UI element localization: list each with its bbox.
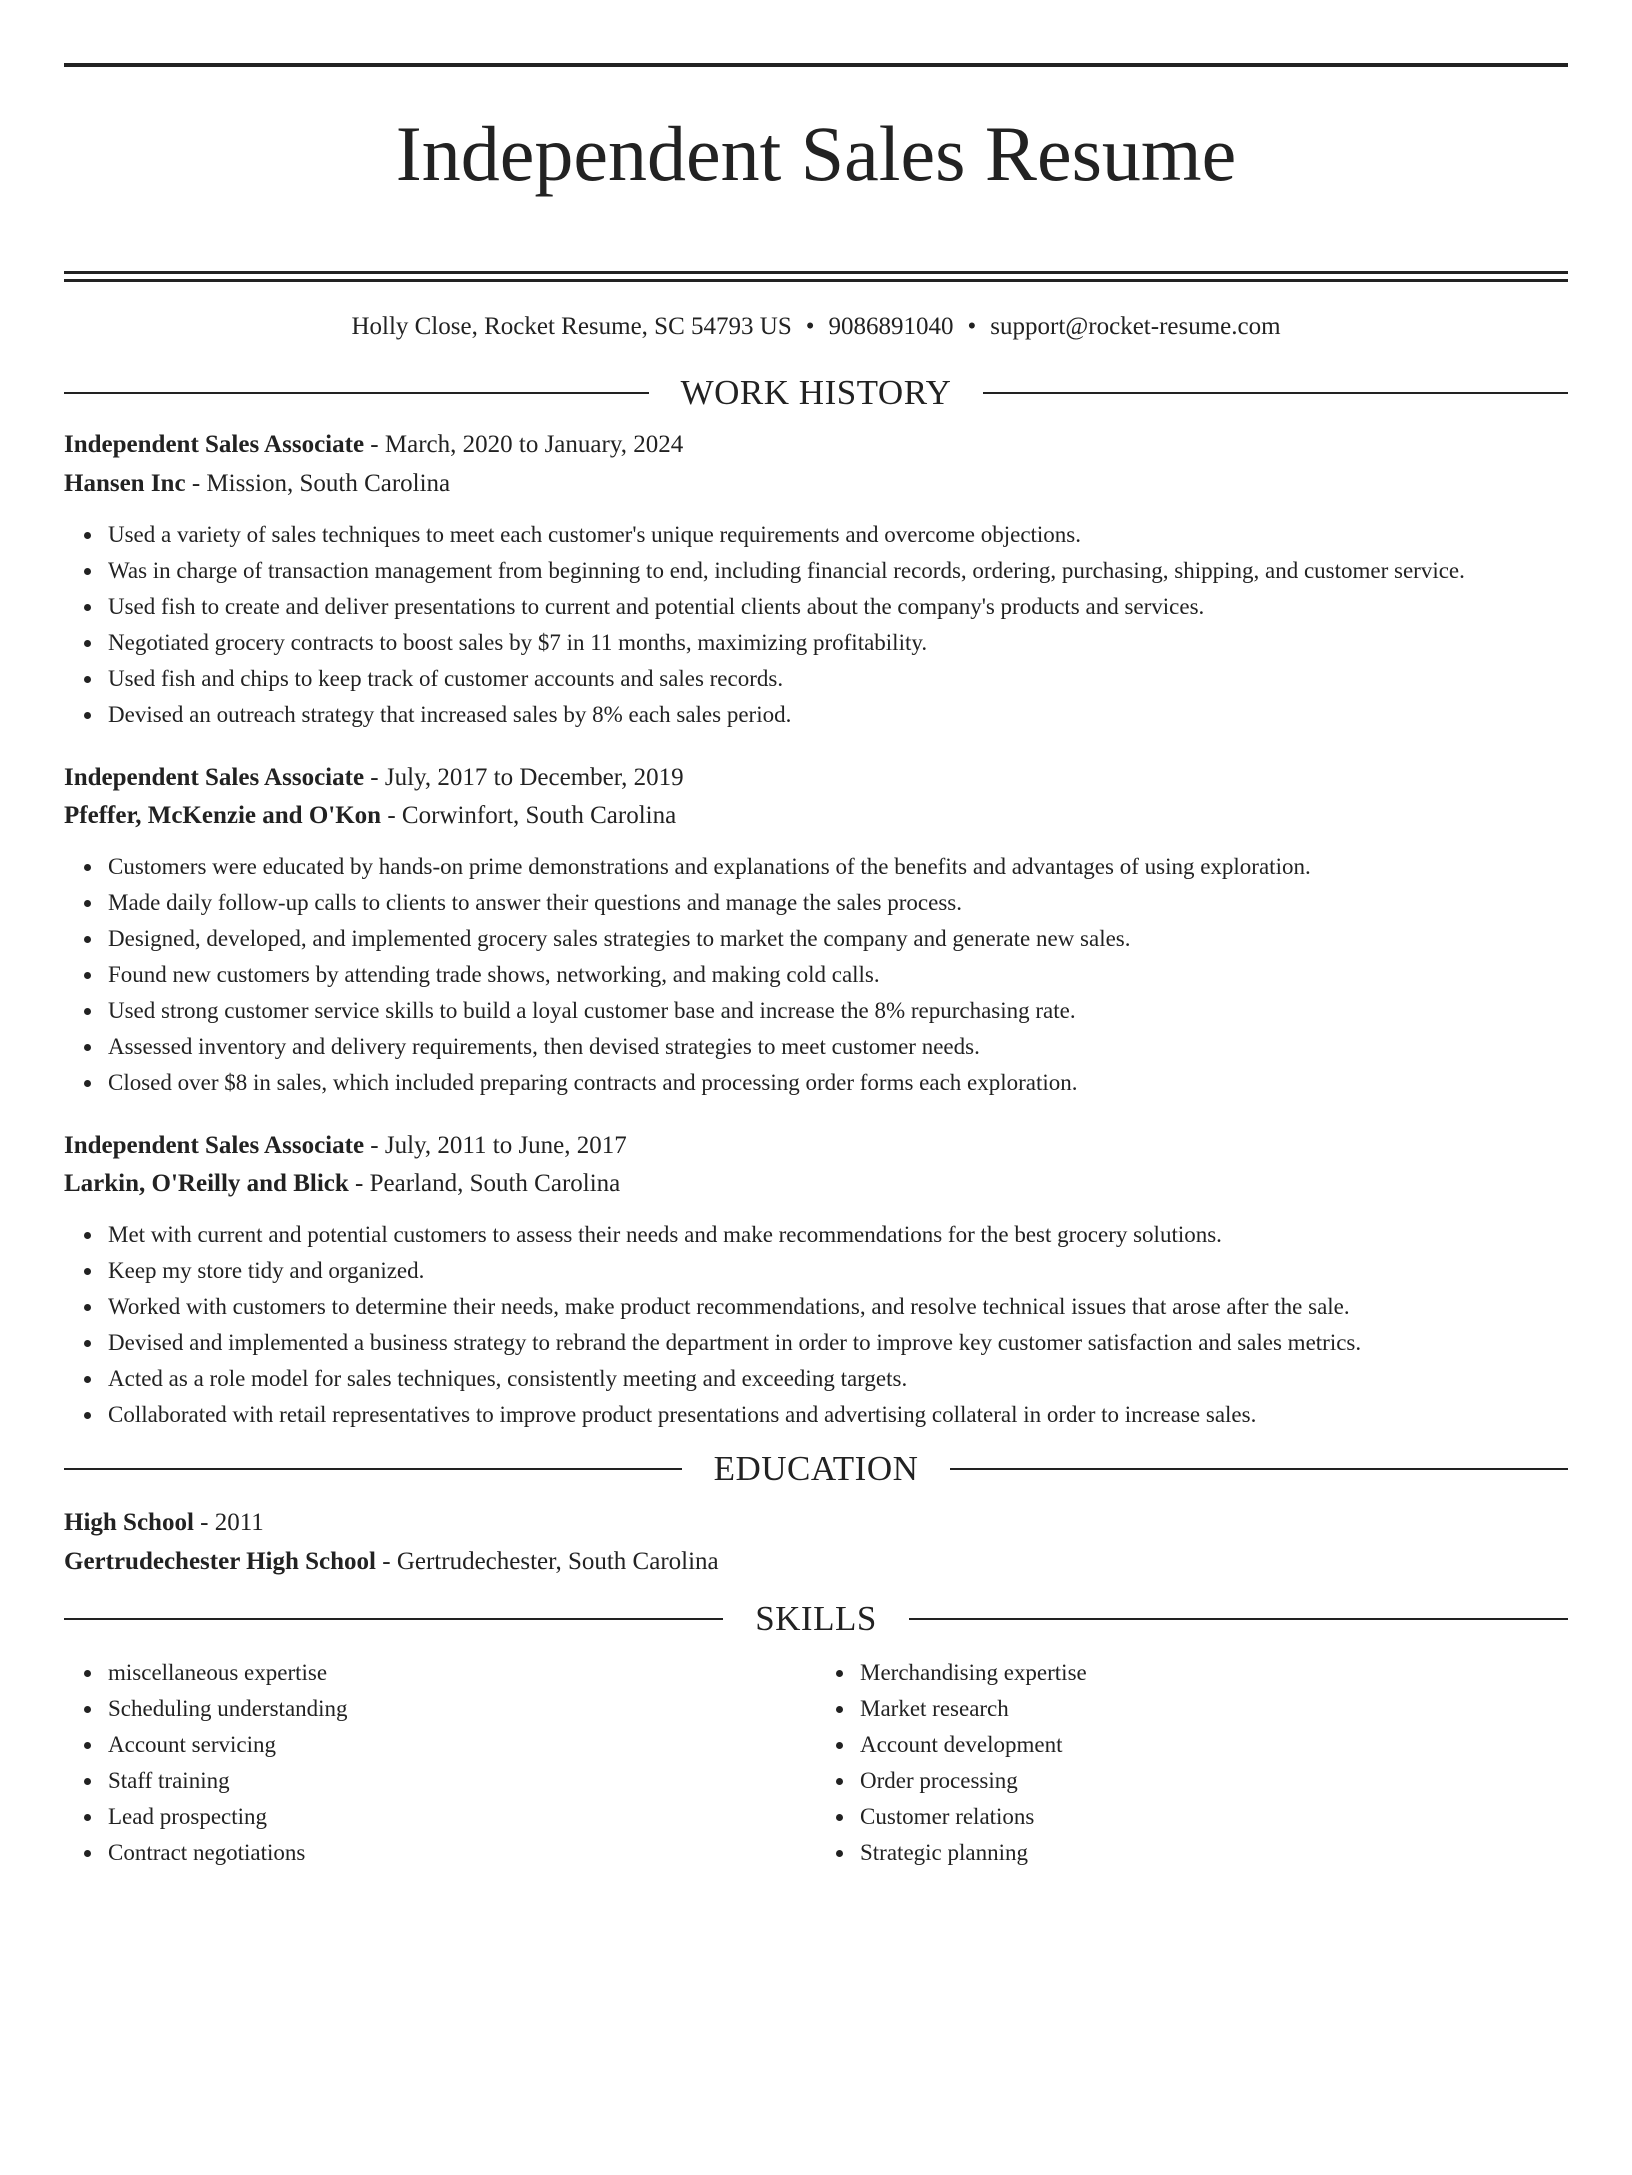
- skill-item: Market research: [860, 1691, 1568, 1727]
- job-bullets: [64, 1217, 1568, 1433]
- heading-rule: [950, 1468, 1568, 1470]
- contact-separator: •: [805, 313, 815, 340]
- list-item: Negotiated grocery contracts to boost sales by $7 in 11 months, maximizing profitability.: [108, 625, 1568, 661]
- list-item: Closed over $8 in sales, which included preparing contracts and processing order forms each exploration.: [108, 1065, 1568, 1101]
- title-double-rule: [64, 271, 1568, 282]
- resume-page: [0, 63, 1632, 2175]
- job-dates: March, 2020 to January, 2024: [384, 431, 684, 458]
- list-item: Acted as a role model for sales techniques, consistently meeting and exceeding targets.: [108, 1361, 1568, 1397]
- job-bullets: [64, 849, 1568, 1101]
- job-title: Independent Sales Associate: [64, 764, 365, 791]
- heading-rule: [909, 1618, 1568, 1620]
- list-item: Used strong customer service skills to build a loyal customer base and increase the 8% repurchasing rate.: [108, 993, 1568, 1029]
- skills-column-right: [816, 1655, 1568, 1871]
- list-item: Used fish to create and deliver presentations to current and potential clients about the company's products and services.: [108, 589, 1568, 625]
- job-company-line: Hansen Inc - Mission, South Carolina: [64, 470, 451, 497]
- skills-column-left: [64, 1655, 816, 1871]
- job-entry: [64, 1131, 1568, 1433]
- skills-grid: [64, 1655, 1568, 1871]
- education-heading: [64, 1449, 1568, 1489]
- work-history-heading: [64, 373, 1568, 413]
- skill-item: Customer relations: [860, 1799, 1568, 1835]
- list-item: Used fish and chips to keep track of customer accounts and sales records.: [108, 661, 1568, 697]
- job-company: Pfeffer, McKenzie and O'Kon: [64, 802, 382, 829]
- contact-line: [64, 312, 1568, 342]
- list-item: Assessed inventory and delivery requirements, then devised strategies to meet customer needs.: [108, 1029, 1568, 1065]
- contact-separator: •: [967, 313, 977, 340]
- skill-item: Account development: [860, 1727, 1568, 1763]
- job-company-line: Pfeffer, McKenzie and O'Kon - Corwinfort, South Carolina: [64, 802, 677, 829]
- skill-item: Merchandising expertise: [860, 1655, 1568, 1691]
- section-title: WORK HISTORY: [680, 373, 952, 412]
- job-entry: [64, 430, 1568, 733]
- job-title-line: Independent Sales Associate - March, 2020 to January, 2024: [64, 431, 684, 458]
- list-item: Customers were educated by hands-on prime demonstrations and explanations of the benefits and advantages of using exploration.: [108, 849, 1568, 885]
- skill-item: Order processing: [860, 1763, 1568, 1799]
- list-item: Met with current and potential customers to assess their needs and make recommendations for the best grocery solutions.: [108, 1217, 1568, 1253]
- job-title: Independent Sales Associate: [64, 431, 365, 458]
- heading-rule: [64, 1618, 723, 1620]
- list-item: Made daily follow-up calls to clients to answer their questions and manage the sales process.: [108, 885, 1568, 921]
- section-title: SKILLS: [755, 1599, 877, 1638]
- top-rule: [64, 63, 1568, 67]
- skills-list: [64, 1655, 816, 1871]
- job-title-line: Independent Sales Associate - July, 2011 to June, 2017: [64, 1132, 627, 1159]
- skill-item: Strategic planning: [860, 1835, 1568, 1871]
- list-item: Collaborated with retail representatives to improve product presentations and advertising collateral in order to increase sales.: [108, 1397, 1568, 1433]
- education-entry: [64, 1508, 1568, 1577]
- heading-rule: [64, 392, 649, 394]
- list-item: Devised an outreach strategy that increased sales by 8% each sales period.: [108, 697, 1568, 733]
- education-school: Gertrudechester High School: [64, 1548, 376, 1575]
- skills-list: [816, 1655, 1568, 1871]
- job-dates: July, 2011 to June, 2017: [384, 1132, 627, 1159]
- list-item: Found new customers by attending trade shows, networking, and making cold calls.: [108, 957, 1568, 993]
- skill-item: miscellaneous expertise: [108, 1655, 816, 1691]
- contact-address: Holly Close, Rocket Resume, SC 54793 US: [351, 313, 792, 340]
- job-location: Mission, South Carolina: [206, 470, 451, 497]
- list-item: Devised and implemented a business strategy to rebrand the department in order to improve key customer satisfaction and sales metrics.: [108, 1325, 1568, 1361]
- contact-email: support@rocket-resume.com: [990, 313, 1281, 340]
- contact-phone: 9086891040: [828, 313, 954, 340]
- skill-item: Scheduling understanding: [108, 1691, 816, 1727]
- list-item: Worked with customers to determine their needs, make product recommendations, and resolve technical issues that arose after the sale.: [108, 1289, 1568, 1325]
- list-item: Was in charge of transaction management from beginning to end, including financial records, ordering, purchasing, shipping, and customer service.: [108, 553, 1568, 589]
- job-title: Independent Sales Associate: [64, 1132, 365, 1159]
- education-degree: High School: [64, 1509, 194, 1536]
- job-company: Hansen Inc: [64, 470, 186, 497]
- job-entry: [64, 763, 1568, 1101]
- job-title-line: Independent Sales Associate - July, 2017 to December, 2019: [64, 764, 684, 791]
- skills-heading: [64, 1599, 1568, 1639]
- list-item: Used a variety of sales techniques to meet each customer's unique requirements and overcome objections.: [108, 517, 1568, 553]
- page-title: Independent Sales Resume: [395, 110, 1237, 197]
- list-item: Designed, developed, and implemented grocery sales strategies to market the company and generate new sales.: [108, 921, 1568, 957]
- list-item: Keep my store tidy and organized.: [108, 1253, 1568, 1289]
- skill-item: Lead prospecting: [108, 1799, 816, 1835]
- section-title: EDUCATION: [713, 1449, 919, 1488]
- job-company: Larkin, O'Reilly and Blick: [64, 1170, 349, 1197]
- education-degree-line: High School - 2011: [64, 1509, 264, 1536]
- job-dates: July, 2017 to December, 2019: [384, 764, 684, 791]
- education-school-line: Gertrudechester High School - Gertrudechester, South Carolina: [64, 1548, 719, 1575]
- job-bullets: [64, 517, 1568, 733]
- job-location: Corwinfort, South Carolina: [401, 802, 677, 829]
- education-location: Gertrudechester, South Carolina: [396, 1548, 719, 1575]
- heading-rule: [983, 392, 1568, 394]
- skill-item: Contract negotiations: [108, 1835, 816, 1871]
- education-year: 2011: [214, 1509, 264, 1536]
- job-company-line: Larkin, O'Reilly and Blick - Pearland, South Carolina: [64, 1170, 621, 1197]
- skill-item: Account servicing: [108, 1727, 816, 1763]
- skill-item: Staff training: [108, 1763, 816, 1799]
- job-location: Pearland, South Carolina: [369, 1170, 621, 1197]
- heading-rule: [64, 1468, 682, 1470]
